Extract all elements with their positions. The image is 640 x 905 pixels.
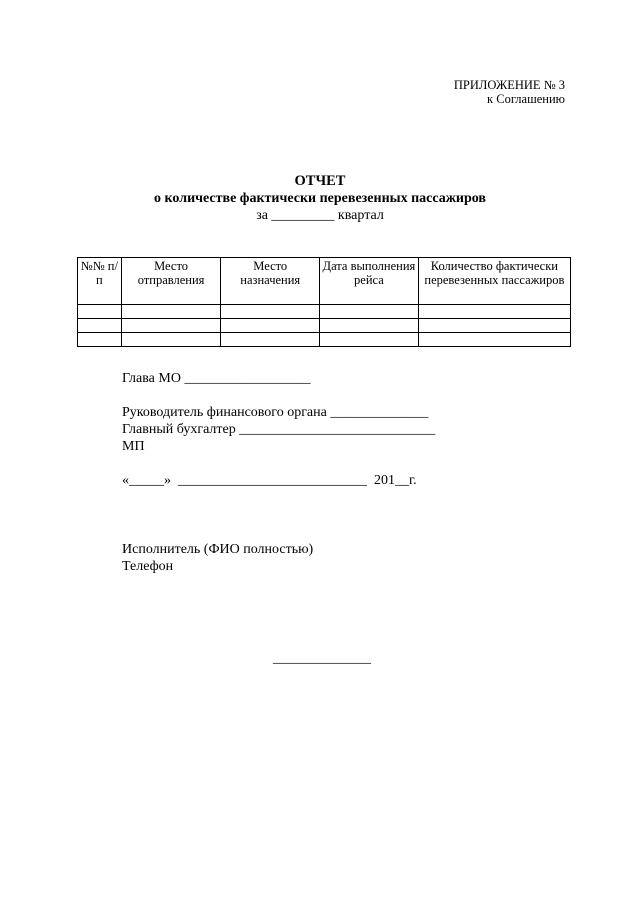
report-period: за _________ квартал (256, 208, 384, 223)
table-cell[interactable] (320, 319, 419, 333)
appendix-number: ПРИЛОЖЕНИЕ № 3 (453, 78, 565, 92)
head-signature-line: Глава МО __________________ (122, 371, 311, 386)
appendix-reference: к Соглашению (487, 92, 565, 106)
stamp-label: МП (122, 439, 145, 454)
table-cell[interactable] (121, 305, 221, 319)
table-cell[interactable] (121, 319, 221, 333)
document-title: ОТЧЕТ (294, 173, 346, 189)
header-trip-date: Дата выполнения рейса (320, 258, 419, 305)
table-cell[interactable] (221, 305, 320, 319)
header-destination: Место назначения (221, 258, 320, 305)
title-block (0, 172, 640, 224)
appendix-header (454, 78, 565, 106)
header-departure: Место отправления (121, 258, 221, 305)
header-number: №№ п/п (78, 258, 122, 305)
header-passenger-count: Количество фактически перевезенных пассажиров (418, 258, 570, 305)
table-cell[interactable] (418, 333, 570, 347)
table-cell[interactable] (78, 333, 122, 347)
report-table (77, 257, 571, 347)
table-row (78, 319, 571, 333)
finance-head-signature-line: Руководитель финансового органа ______________ (122, 405, 429, 420)
table-cell[interactable] (121, 333, 221, 347)
table-header-row (78, 258, 571, 305)
table-row (78, 305, 571, 319)
table-cell[interactable] (418, 319, 570, 333)
table-cell[interactable] (78, 305, 122, 319)
executor-label: Исполнитель (ФИО полностью) (122, 542, 314, 557)
document-subtitle: о количестве фактически перевезенных пассажиров (154, 191, 486, 206)
bottom-signature-line: ______________ (273, 651, 371, 666)
table-cell[interactable] (221, 333, 320, 347)
table-cell[interactable] (78, 319, 122, 333)
table-cell[interactable] (221, 319, 320, 333)
table-cell[interactable] (320, 305, 419, 319)
phone-label: Телефон (122, 559, 174, 574)
chief-accountant-signature-line: Главный бухгалтер ____________________________ (122, 422, 436, 437)
date-line: «_____» ___________________________ 201__г. (122, 473, 417, 488)
table-row (78, 333, 571, 347)
table-cell[interactable] (418, 305, 570, 319)
table-cell[interactable] (320, 333, 419, 347)
